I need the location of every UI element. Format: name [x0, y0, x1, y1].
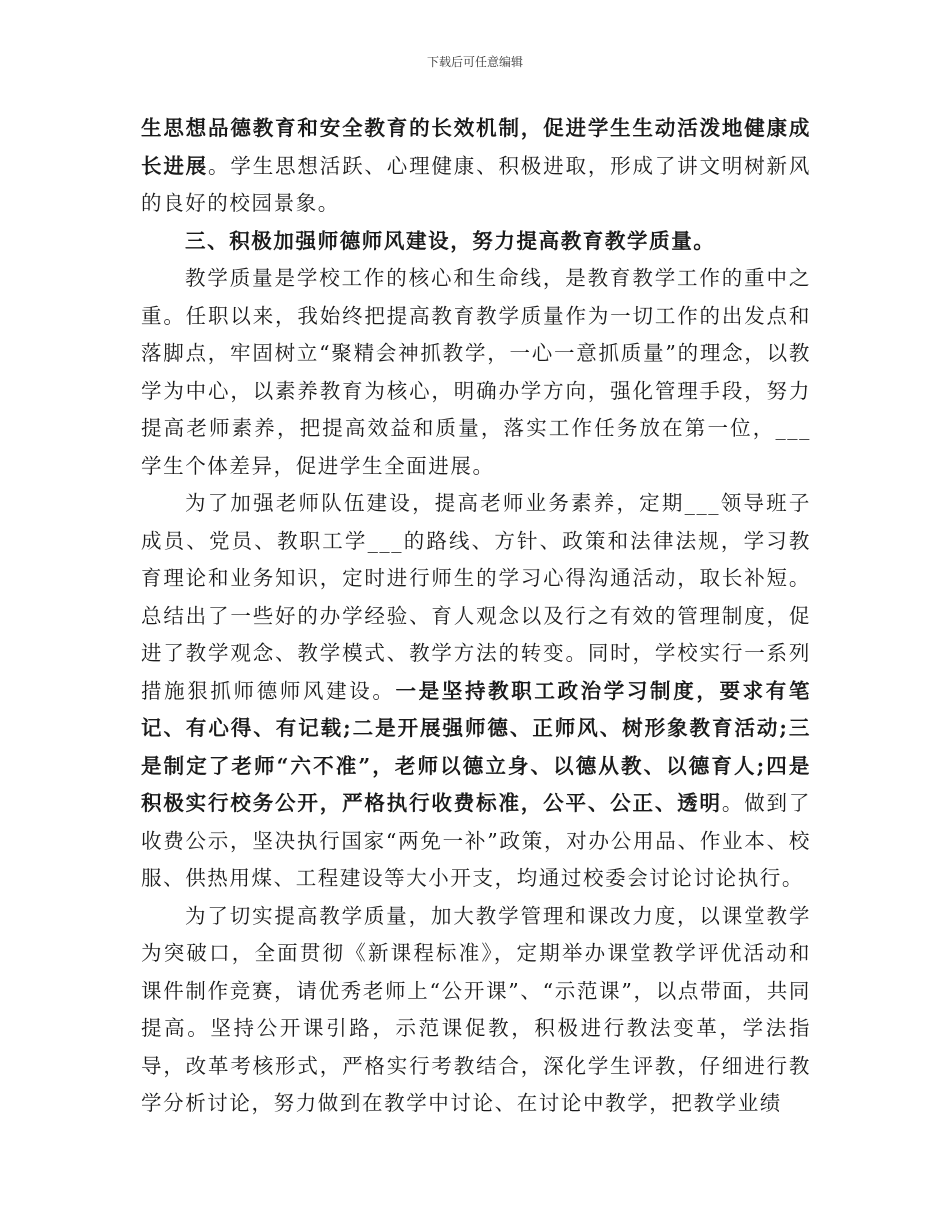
section-heading: [141, 223, 811, 261]
paragraph-teacher-team-bold-run: 一是坚持教职工政治学习制度，要求有笔记、有心得、有记载;二是开展强师德、正师风、树形象教育活动;三是制定了老师“六不准”，老师以德立身、以德从教、以德育人;四是积极实行校务公开，严格执行收费标准，公平、公正、透明: [141, 678, 811, 815]
paragraph-1-bold-run: 生思想品德教育和安全教育的长效机制，促进学生生动活泼地健康成长进展: [141, 116, 811, 178]
document-body: [141, 110, 811, 1123]
paragraph-teacher-team-run-3: 。做到了收费公示，坚决执行国家“两免一补”政策，对办公用品、作业本、校服、供热用煤、工程建设等大小开支，均通过校委会讨论讨论执行。: [141, 791, 811, 890]
paragraph-teaching-quality-text: 教学质量是学校工作的核心和生命线，是教育教学工作的重中之重。任职以来，我始终把提高教育教学质量作为一切工作的出发点和落脚点，牢固树立“聚精会神抓教学，一心一意抓质量”的理念，以教学为中心，以素养教育为核心，明确办学方向，强化管理手段，努力提高老师素养，把提高效益和质量，落实工作任务放在第一位，___学生个体差异，促进学生全面进展。: [141, 266, 811, 478]
paragraph-teacher-team-run-1: 为了加强老师队伍建设，提高老师业务素养，定期___领导班子成员、党员、教职工学___的路线、方针、政策和法律法规，学习教育理论和业务知识，定时进行师生的学习心得沟通活动，取长补短。总结出了一些好的办学经验、育人观念以及行之有效的管理制度，促进了教学观念、教学模式、教学方法的转变。同时，学校实行一系列措施狠抓师德师风建设。: [141, 491, 811, 703]
paragraph-teacher-team: [141, 485, 811, 898]
paragraph-classroom-teaching-text: 为了切实提高教学质量，加大教学管理和课改力度，以课堂教学为突破口，全面贯彻《新课程标准》，定期举办课堂教学评优活动和课件制作竞赛，请优秀老师上“公开课”、“示范课”，以点带面，共同提高。坚持公开课引路，示范课促教，积极进行教法变革，学法指导，改革考核形式，严格实行考教结合，深化学生评教，仔细进行教学分析讨论，努力做到在教学中讨论、在讨论中教学，把教学业绩: [141, 903, 811, 1115]
section-heading-text: 三、积极加强师德师风建设，努力提高教育教学质量。: [185, 228, 716, 253]
paragraph-teaching-quality: [141, 260, 811, 485]
page-header: 下载后可任意编辑: [426, 55, 523, 69]
paragraph-1: [141, 110, 811, 223]
paragraph-1-text-run: 。学生思想活跃、心理健康、积极进取，形成了讲文明树新风的良好的校园景象。: [141, 153, 811, 215]
paragraph-classroom-teaching: [141, 898, 811, 1123]
